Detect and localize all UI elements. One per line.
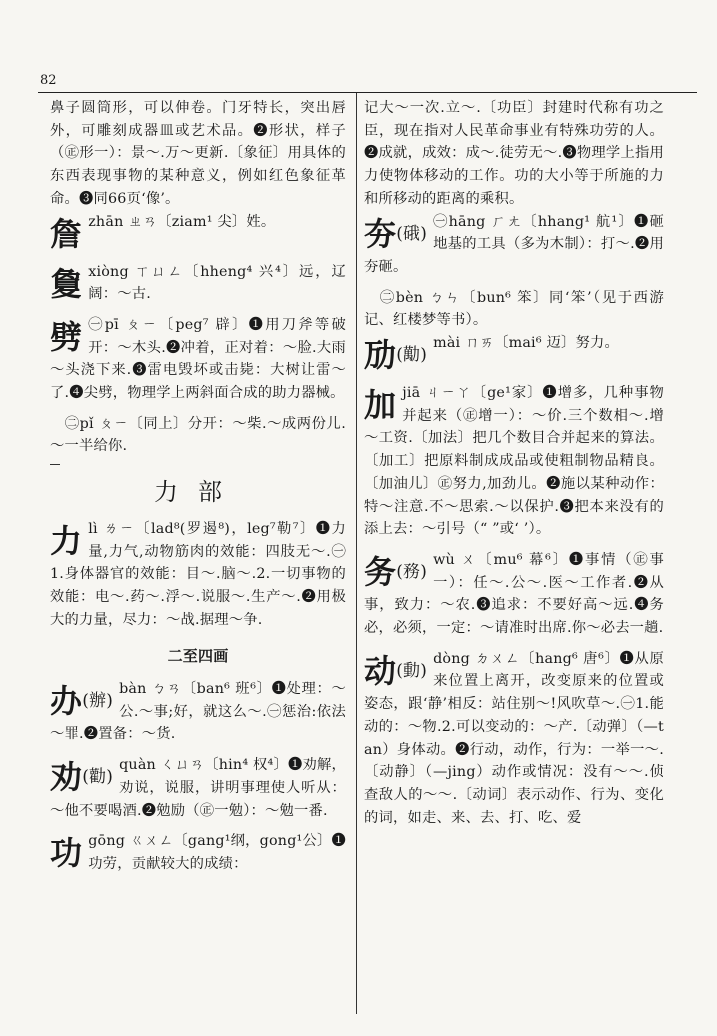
dictionary-entry xyxy=(50,261,346,306)
traditional-form: (硪) xyxy=(396,223,428,244)
definition-text: ㊁bèn ㄅㄣ〔bun⁶ 笨〕同‘笨’（见于西游记、红楼梦等书）。 xyxy=(364,289,664,329)
headword-character: 办(辦) xyxy=(50,682,114,721)
traditional-form: (動) xyxy=(396,660,428,681)
dictionary-entry xyxy=(50,211,346,253)
traditional-form: (勱) xyxy=(396,345,428,366)
headword-character: 动(動) xyxy=(364,651,428,690)
traditional-form: (務) xyxy=(396,561,428,582)
entry-definition: zhān ㄓㄢ〔ziam¹ 尖〕姓。 xyxy=(88,213,276,230)
traditional-form: (辦) xyxy=(82,691,114,712)
entry-definition: lì ㄌㄧ〔lad⁸(罗遏⁸)，leg⁷勒⁷〕❶力量,力气,动物筋肉的效能：四肢无～.㊀1.身体器官的效能：目～.脑～.2.一切事物的效能：电～.药～.浮～.说服～.生产～.❷用极大的力量，尽力：～战.据理～争. xyxy=(50,520,346,628)
entry-definition: bàn ㄅㄢ〔ban⁶ 班⁶〕❶处理：～公.～事;好，就这么～.㊀惩治:依法～罪.❷置备：～货. xyxy=(50,681,346,743)
definition-text: 记大～一次.立～.〔功臣〕封建时代称有功之臣，现在指对人民革命事业有特殊功劳的人。❷成就，成效：成～.徒劳无～.❸物理学上指用力使物体移动的工作。功的大小等于所施的力和所移动的距离的乘积。 xyxy=(364,100,664,207)
dictionary-entry xyxy=(50,830,346,875)
dictionary-entry xyxy=(364,211,664,279)
entry-definition: quàn ㄑㄩㄢ〔hin⁴ 权⁴〕❶劝解，劝说，说服，讲明事理使人听从：～他不要喝酒.❷勉励（㊣一勉）：～勉一番. xyxy=(50,757,346,819)
definition-text: ㊁pǐ ㄆㄧ〔同上〕分开：～柴.～成两份儿.～一半给你. xyxy=(50,415,346,455)
column-divider xyxy=(356,93,357,1014)
dictionary-entry xyxy=(364,549,664,640)
definition-text: 鼻子圆筒形，可以伸卷。门牙特长，突出唇外，可雕刻成器皿或艺术品。❷形状，样子（㊣形一）：景～.万～更新.〔象征〕用具体的东西表现事物的某种意义，例如红色象征革命。❸同66页‘像’。 xyxy=(50,100,346,207)
headword-character: 务(務) xyxy=(364,552,428,591)
entry-definition: ㊀pī ㄆㄧ〔peg⁷ 辟〕❶用刀斧等破开：～木头.❷冲着，正对着：～脸.大雨～头浇下来.❸雷电毁坏或击毙：大树让雷～了.❹尖劈，物理学上两斜面合成的助力器械。 xyxy=(50,316,346,402)
right-column xyxy=(364,97,664,837)
separator-dash xyxy=(50,464,60,465)
dictionary-entry xyxy=(50,314,346,405)
entry-definition: mài ㄇㄞ〔mai⁶ 迈〕努力。 xyxy=(433,335,619,352)
headword-character: 加 xyxy=(364,386,397,425)
header-rule xyxy=(38,92,697,93)
headword-character: 夯(硪) xyxy=(364,214,428,253)
stroke-count-heading: 二至四画 xyxy=(167,647,229,666)
entry-definition: jiā ㄐㄧㄚ〔ge¹家〕❶增多，几种事物并起来（㊣增一）：～价.三个数相～.增～工资.〔加法〕把几个数目合并起来的算法。〔加工〕把原料制成成品或使粗制物品精良。〔加油儿〕㊣努力,加劲儿。❷施以某种动作：特～注意.不～思索.～以保护.❸把本来没有的添上去：～引号（“ ”或‘ ’）。 xyxy=(364,385,664,538)
headword-character: 敻 xyxy=(50,264,83,303)
entry-definition: wù ㄨ〔mu⁶ 幕⁶〕❶事情（㊣事一）：任～.公～.医～工作者.❷从事，致力：～农.❸追求：不要好高～远.❹务必，必须，一定：～请准时出席.你～必去一趟. xyxy=(364,551,664,637)
traditional-form: (勸) xyxy=(82,767,114,788)
headword-character: 力 xyxy=(50,521,83,560)
headword-character: 詹 xyxy=(50,214,83,253)
headword-character: 功 xyxy=(50,834,83,873)
dictionary-entry xyxy=(50,518,346,632)
headword-character: 劈 xyxy=(50,317,83,356)
entry-definition: dòng ㄉㄨㄥ〔hang⁶ 唐⁶〕❶从原来位置上离开，改变原来的位置或姿态，跟‘静’相反：站住别～!风吹草～.㊀1.能动的：～物.2.可以变动的：～产.〔动弹〕（—tan）身体动。❷行动，动作，行为：一举一～.〔动静〕（—jing）动作或情况：没有～～.侦查敌人的～～.〔动词〕表示动作、行为、变化的词，如走、来、去、打、吃、爱 xyxy=(364,650,664,826)
dictionary-entry xyxy=(364,332,664,374)
page-number: 82 xyxy=(40,73,57,88)
left-column xyxy=(50,97,346,884)
dictionary-entry xyxy=(364,382,664,541)
entry-definition: ㊀hāng ㄏㄤ〔hhang¹ 航¹〕❶砸地基的工具（多为木制）：打～.❷用夯砸。 xyxy=(364,213,664,275)
entry-definition: gōng ㄍㄨㄥ〔gang¹纲，gong¹公〕❶功劳，贡献较大的成绩： xyxy=(88,833,346,872)
entry-definition: xiòng ㄒㄩㄥ〔hheng⁴ 兴⁴〕远，辽阔：～古. xyxy=(88,263,346,303)
headword-character: 劝(勸) xyxy=(50,758,114,797)
headword-character: 劢(勱) xyxy=(364,336,428,375)
radical-section-title: 力部 xyxy=(154,478,242,507)
dictionary-entry xyxy=(50,678,346,746)
dictionary-entry xyxy=(364,648,664,830)
dictionary-entry xyxy=(50,754,346,822)
